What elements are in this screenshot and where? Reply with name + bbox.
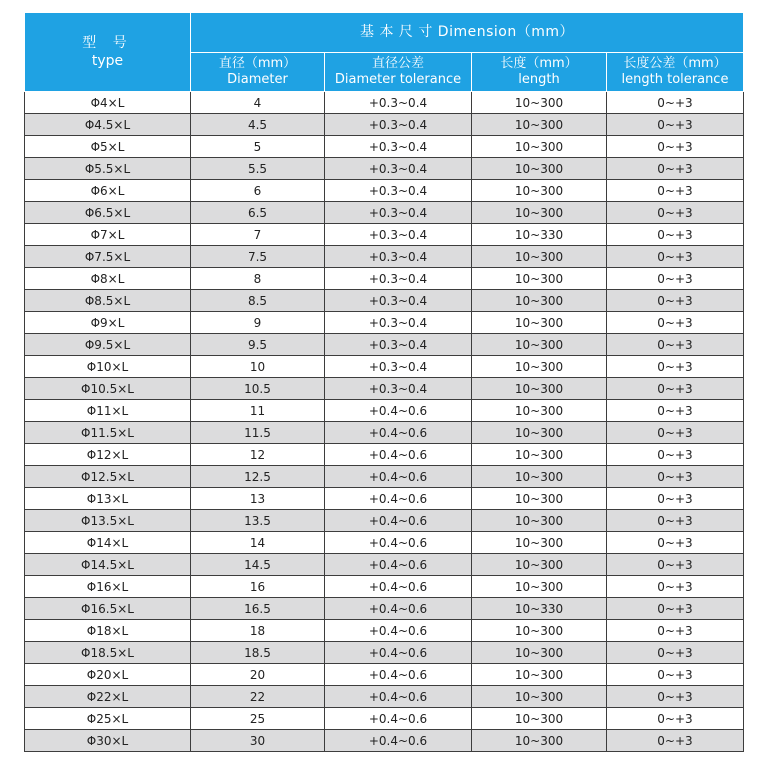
cell-length: 10~300 — [472, 466, 607, 488]
cell-diameter: 4.5 — [191, 114, 325, 136]
cell-length-tolerance: 0~+3 — [607, 268, 744, 290]
cell-diameter-tolerance: +0.4~0.6 — [325, 664, 472, 686]
cell-diameter: 13.5 — [191, 510, 325, 532]
cell-diameter: 10 — [191, 356, 325, 378]
cell-length: 10~300 — [472, 92, 607, 114]
cell-length-tolerance: 0~+3 — [607, 136, 744, 158]
cell-type: Φ30×L — [25, 730, 191, 752]
cell-diameter-tolerance: +0.3~0.4 — [325, 224, 472, 246]
table-row — [25, 532, 744, 554]
cell-diameter-tolerance: +0.4~0.6 — [325, 422, 472, 444]
cell-length: 10~300 — [472, 290, 607, 312]
cell-length: 10~300 — [472, 334, 607, 356]
cell-type: Φ11.5×L — [25, 422, 191, 444]
cell-diameter: 9.5 — [191, 334, 325, 356]
cell-diameter-tolerance: +0.4~0.6 — [325, 708, 472, 730]
cell-diameter-tolerance: +0.4~0.6 — [325, 532, 472, 554]
table-row — [25, 598, 744, 620]
diameter-column-header — [191, 52, 325, 92]
cell-diameter: 11.5 — [191, 422, 325, 444]
cell-length-tolerance: 0~+3 — [607, 532, 744, 554]
cell-length: 10~300 — [472, 686, 607, 708]
cell-length-tolerance: 0~+3 — [607, 664, 744, 686]
table-row — [25, 290, 744, 312]
cell-length: 10~330 — [472, 598, 607, 620]
cell-diameter-tolerance: +0.3~0.4 — [325, 180, 472, 202]
cell-length: 10~300 — [472, 158, 607, 180]
table-body — [25, 92, 744, 752]
cell-diameter-tolerance: +0.4~0.6 — [325, 642, 472, 664]
cell-length: 10~300 — [472, 246, 607, 268]
table-row — [25, 180, 744, 202]
table-row — [25, 488, 744, 510]
table-row — [25, 224, 744, 246]
cell-length: 10~300 — [472, 268, 607, 290]
cell-diameter-tolerance: +0.4~0.6 — [325, 576, 472, 598]
cell-type: Φ14.5×L — [25, 554, 191, 576]
cell-diameter: 12 — [191, 444, 325, 466]
cell-diameter-tolerance: +0.3~0.4 — [325, 114, 472, 136]
cell-diameter: 8 — [191, 268, 325, 290]
diameter-tolerance-column-header — [325, 52, 472, 92]
cell-length: 10~300 — [472, 202, 607, 224]
cell-type: Φ7×L — [25, 224, 191, 246]
cell-length-tolerance: 0~+3 — [607, 180, 744, 202]
cell-type: Φ13.5×L — [25, 510, 191, 532]
cell-length-tolerance: 0~+3 — [607, 334, 744, 356]
cell-diameter: 5 — [191, 136, 325, 158]
cell-type: Φ18.5×L — [25, 642, 191, 664]
cell-type: Φ11×L — [25, 400, 191, 422]
cell-diameter: 8.5 — [191, 290, 325, 312]
cell-length: 10~300 — [472, 356, 607, 378]
type-column-header — [25, 13, 191, 92]
cell-diameter: 4 — [191, 92, 325, 114]
cell-type: Φ6.5×L — [25, 202, 191, 224]
cell-diameter-tolerance: +0.4~0.6 — [325, 488, 472, 510]
cell-length: 10~300 — [472, 510, 607, 532]
cell-type: Φ9×L — [25, 312, 191, 334]
cell-type: Φ16×L — [25, 576, 191, 598]
cell-type: Φ22×L — [25, 686, 191, 708]
cell-length-tolerance: 0~+3 — [607, 642, 744, 664]
cell-length-tolerance: 0~+3 — [607, 576, 744, 598]
cell-length: 10~300 — [472, 576, 607, 598]
cell-diameter: 10.5 — [191, 378, 325, 400]
cell-diameter-tolerance: +0.4~0.6 — [325, 510, 472, 532]
cell-length: 10~300 — [472, 664, 607, 686]
length-tolerance-header-en: length tolerance — [621, 71, 729, 87]
cell-length: 10~300 — [472, 400, 607, 422]
cell-length-tolerance: 0~+3 — [607, 620, 744, 642]
cell-type: Φ14×L — [25, 532, 191, 554]
cell-diameter-tolerance: +0.4~0.6 — [325, 686, 472, 708]
cell-diameter-tolerance: +0.4~0.6 — [325, 598, 472, 620]
length-header-en: length — [518, 71, 560, 87]
cell-diameter-tolerance: +0.3~0.4 — [325, 268, 472, 290]
cell-diameter: 6.5 — [191, 202, 325, 224]
cell-type: Φ6×L — [25, 180, 191, 202]
table-row — [25, 730, 744, 752]
cell-diameter-tolerance: +0.3~0.4 — [325, 334, 472, 356]
cell-diameter-tolerance: +0.3~0.4 — [325, 378, 472, 400]
table-row — [25, 400, 744, 422]
cell-diameter: 22 — [191, 686, 325, 708]
cell-diameter: 14.5 — [191, 554, 325, 576]
cell-type: Φ10×L — [25, 356, 191, 378]
cell-type: Φ5.5×L — [25, 158, 191, 180]
cell-diameter: 18 — [191, 620, 325, 642]
length-column-header — [472, 52, 607, 92]
cell-diameter: 14 — [191, 532, 325, 554]
cell-type: Φ8×L — [25, 268, 191, 290]
cell-length: 10~300 — [472, 422, 607, 444]
cell-type: Φ5×L — [25, 136, 191, 158]
table-row — [25, 268, 744, 290]
cell-length: 10~300 — [472, 620, 607, 642]
type-header-cn: 型 号 — [82, 35, 133, 51]
table-row — [25, 554, 744, 576]
cell-diameter: 16 — [191, 576, 325, 598]
diameter-header-en: Diameter — [227, 71, 288, 87]
cell-length-tolerance: 0~+3 — [607, 202, 744, 224]
cell-diameter: 7 — [191, 224, 325, 246]
cell-length-tolerance: 0~+3 — [607, 400, 744, 422]
cell-length-tolerance: 0~+3 — [607, 708, 744, 730]
cell-length-tolerance: 0~+3 — [607, 158, 744, 180]
cell-length: 10~300 — [472, 532, 607, 554]
cell-length-tolerance: 0~+3 — [607, 510, 744, 532]
cell-length-tolerance: 0~+3 — [607, 422, 744, 444]
cell-diameter-tolerance: +0.4~0.6 — [325, 444, 472, 466]
cell-diameter: 12.5 — [191, 466, 325, 488]
cell-diameter: 6 — [191, 180, 325, 202]
table-row — [25, 158, 744, 180]
cell-length-tolerance: 0~+3 — [607, 224, 744, 246]
cell-diameter: 5.5 — [191, 158, 325, 180]
cell-length-tolerance: 0~+3 — [607, 312, 744, 334]
cell-length-tolerance: 0~+3 — [607, 444, 744, 466]
cell-length-tolerance: 0~+3 — [607, 488, 744, 510]
cell-diameter-tolerance: +0.3~0.4 — [325, 290, 472, 312]
cell-length-tolerance: 0~+3 — [607, 598, 744, 620]
cell-length: 10~300 — [472, 180, 607, 202]
cell-diameter: 11 — [191, 400, 325, 422]
cell-type: Φ16.5×L — [25, 598, 191, 620]
cell-diameter: 9 — [191, 312, 325, 334]
cell-diameter: 30 — [191, 730, 325, 752]
cell-length-tolerance: 0~+3 — [607, 114, 744, 136]
cell-diameter-tolerance: +0.3~0.4 — [325, 158, 472, 180]
cell-diameter-tolerance: +0.4~0.6 — [325, 620, 472, 642]
cell-length: 10~330 — [472, 224, 607, 246]
cell-type: Φ12×L — [25, 444, 191, 466]
table-row — [25, 708, 744, 730]
table-row — [25, 576, 744, 598]
length-tolerance-header-cn: 长度公差（mm） — [623, 55, 727, 71]
length-header-cn: 长度（mm） — [500, 55, 578, 71]
cell-type: Φ18×L — [25, 620, 191, 642]
cell-diameter-tolerance: +0.3~0.4 — [325, 92, 472, 114]
cell-diameter-tolerance: +0.3~0.4 — [325, 202, 472, 224]
cell-diameter: 20 — [191, 664, 325, 686]
cell-length-tolerance: 0~+3 — [607, 730, 744, 752]
cell-type: Φ12.5×L — [25, 466, 191, 488]
cell-length-tolerance: 0~+3 — [607, 356, 744, 378]
type-header-en: type — [91, 53, 124, 69]
cell-diameter: 13 — [191, 488, 325, 510]
cell-length: 10~300 — [472, 708, 607, 730]
table-row — [25, 92, 744, 114]
cell-length: 10~300 — [472, 554, 607, 576]
cell-type: Φ10.5×L — [25, 378, 191, 400]
table-row — [25, 444, 744, 466]
cell-length: 10~300 — [472, 730, 607, 752]
cell-type: Φ9.5×L — [25, 334, 191, 356]
table-row — [25, 312, 744, 334]
table-row — [25, 422, 744, 444]
dimension-spec-table — [24, 12, 744, 752]
cell-diameter-tolerance: +0.3~0.4 — [325, 356, 472, 378]
table-row — [25, 642, 744, 664]
cell-type: Φ13×L — [25, 488, 191, 510]
cell-diameter-tolerance: +0.4~0.6 — [325, 466, 472, 488]
cell-length-tolerance: 0~+3 — [607, 378, 744, 400]
cell-diameter-tolerance: +0.3~0.4 — [325, 136, 472, 158]
cell-type: Φ8.5×L — [25, 290, 191, 312]
table-row — [25, 466, 744, 488]
cell-type: Φ7.5×L — [25, 246, 191, 268]
cell-length: 10~300 — [472, 488, 607, 510]
cell-diameter-tolerance: +0.4~0.6 — [325, 554, 472, 576]
cell-type: Φ25×L — [25, 708, 191, 730]
cell-length-tolerance: 0~+3 — [607, 92, 744, 114]
cell-diameter-tolerance: +0.4~0.6 — [325, 730, 472, 752]
table-row — [25, 136, 744, 158]
table-row — [25, 378, 744, 400]
table-row — [25, 686, 744, 708]
cell-diameter: 7.5 — [191, 246, 325, 268]
cell-length: 10~300 — [472, 136, 607, 158]
cell-length: 10~300 — [472, 378, 607, 400]
cell-length-tolerance: 0~+3 — [607, 686, 744, 708]
table-row — [25, 356, 744, 378]
cell-length: 10~300 — [472, 642, 607, 664]
diameter-tolerance-header-cn: 直径公差 — [371, 55, 424, 71]
dimension-group-header: 基 本 尺 寸 Dimension（mm） — [191, 13, 744, 53]
cell-diameter: 18.5 — [191, 642, 325, 664]
cell-length-tolerance: 0~+3 — [607, 554, 744, 576]
cell-diameter-tolerance: +0.4~0.6 — [325, 400, 472, 422]
table-row — [25, 334, 744, 356]
diameter-tolerance-header-en: Diameter tolerance — [334, 71, 462, 87]
cell-type: Φ4×L — [25, 92, 191, 114]
table-row — [25, 114, 744, 136]
cell-length-tolerance: 0~+3 — [607, 466, 744, 488]
cell-diameter-tolerance: +0.3~0.4 — [325, 312, 472, 334]
cell-length: 10~300 — [472, 444, 607, 466]
cell-length-tolerance: 0~+3 — [607, 290, 744, 312]
table-row — [25, 202, 744, 224]
table-row — [25, 664, 744, 686]
table-row — [25, 510, 744, 532]
cell-diameter: 25 — [191, 708, 325, 730]
table-row — [25, 246, 744, 268]
cell-type: Φ20×L — [25, 664, 191, 686]
cell-diameter-tolerance: +0.3~0.4 — [325, 246, 472, 268]
cell-length: 10~300 — [472, 312, 607, 334]
diameter-header-cn: 直径（mm） — [218, 55, 297, 71]
cell-diameter: 16.5 — [191, 598, 325, 620]
table-header — [25, 13, 744, 92]
cell-length-tolerance: 0~+3 — [607, 246, 744, 268]
length-tolerance-column-header — [607, 52, 744, 92]
table-row — [25, 620, 744, 642]
cell-type: Φ4.5×L — [25, 114, 191, 136]
cell-length: 10~300 — [472, 114, 607, 136]
